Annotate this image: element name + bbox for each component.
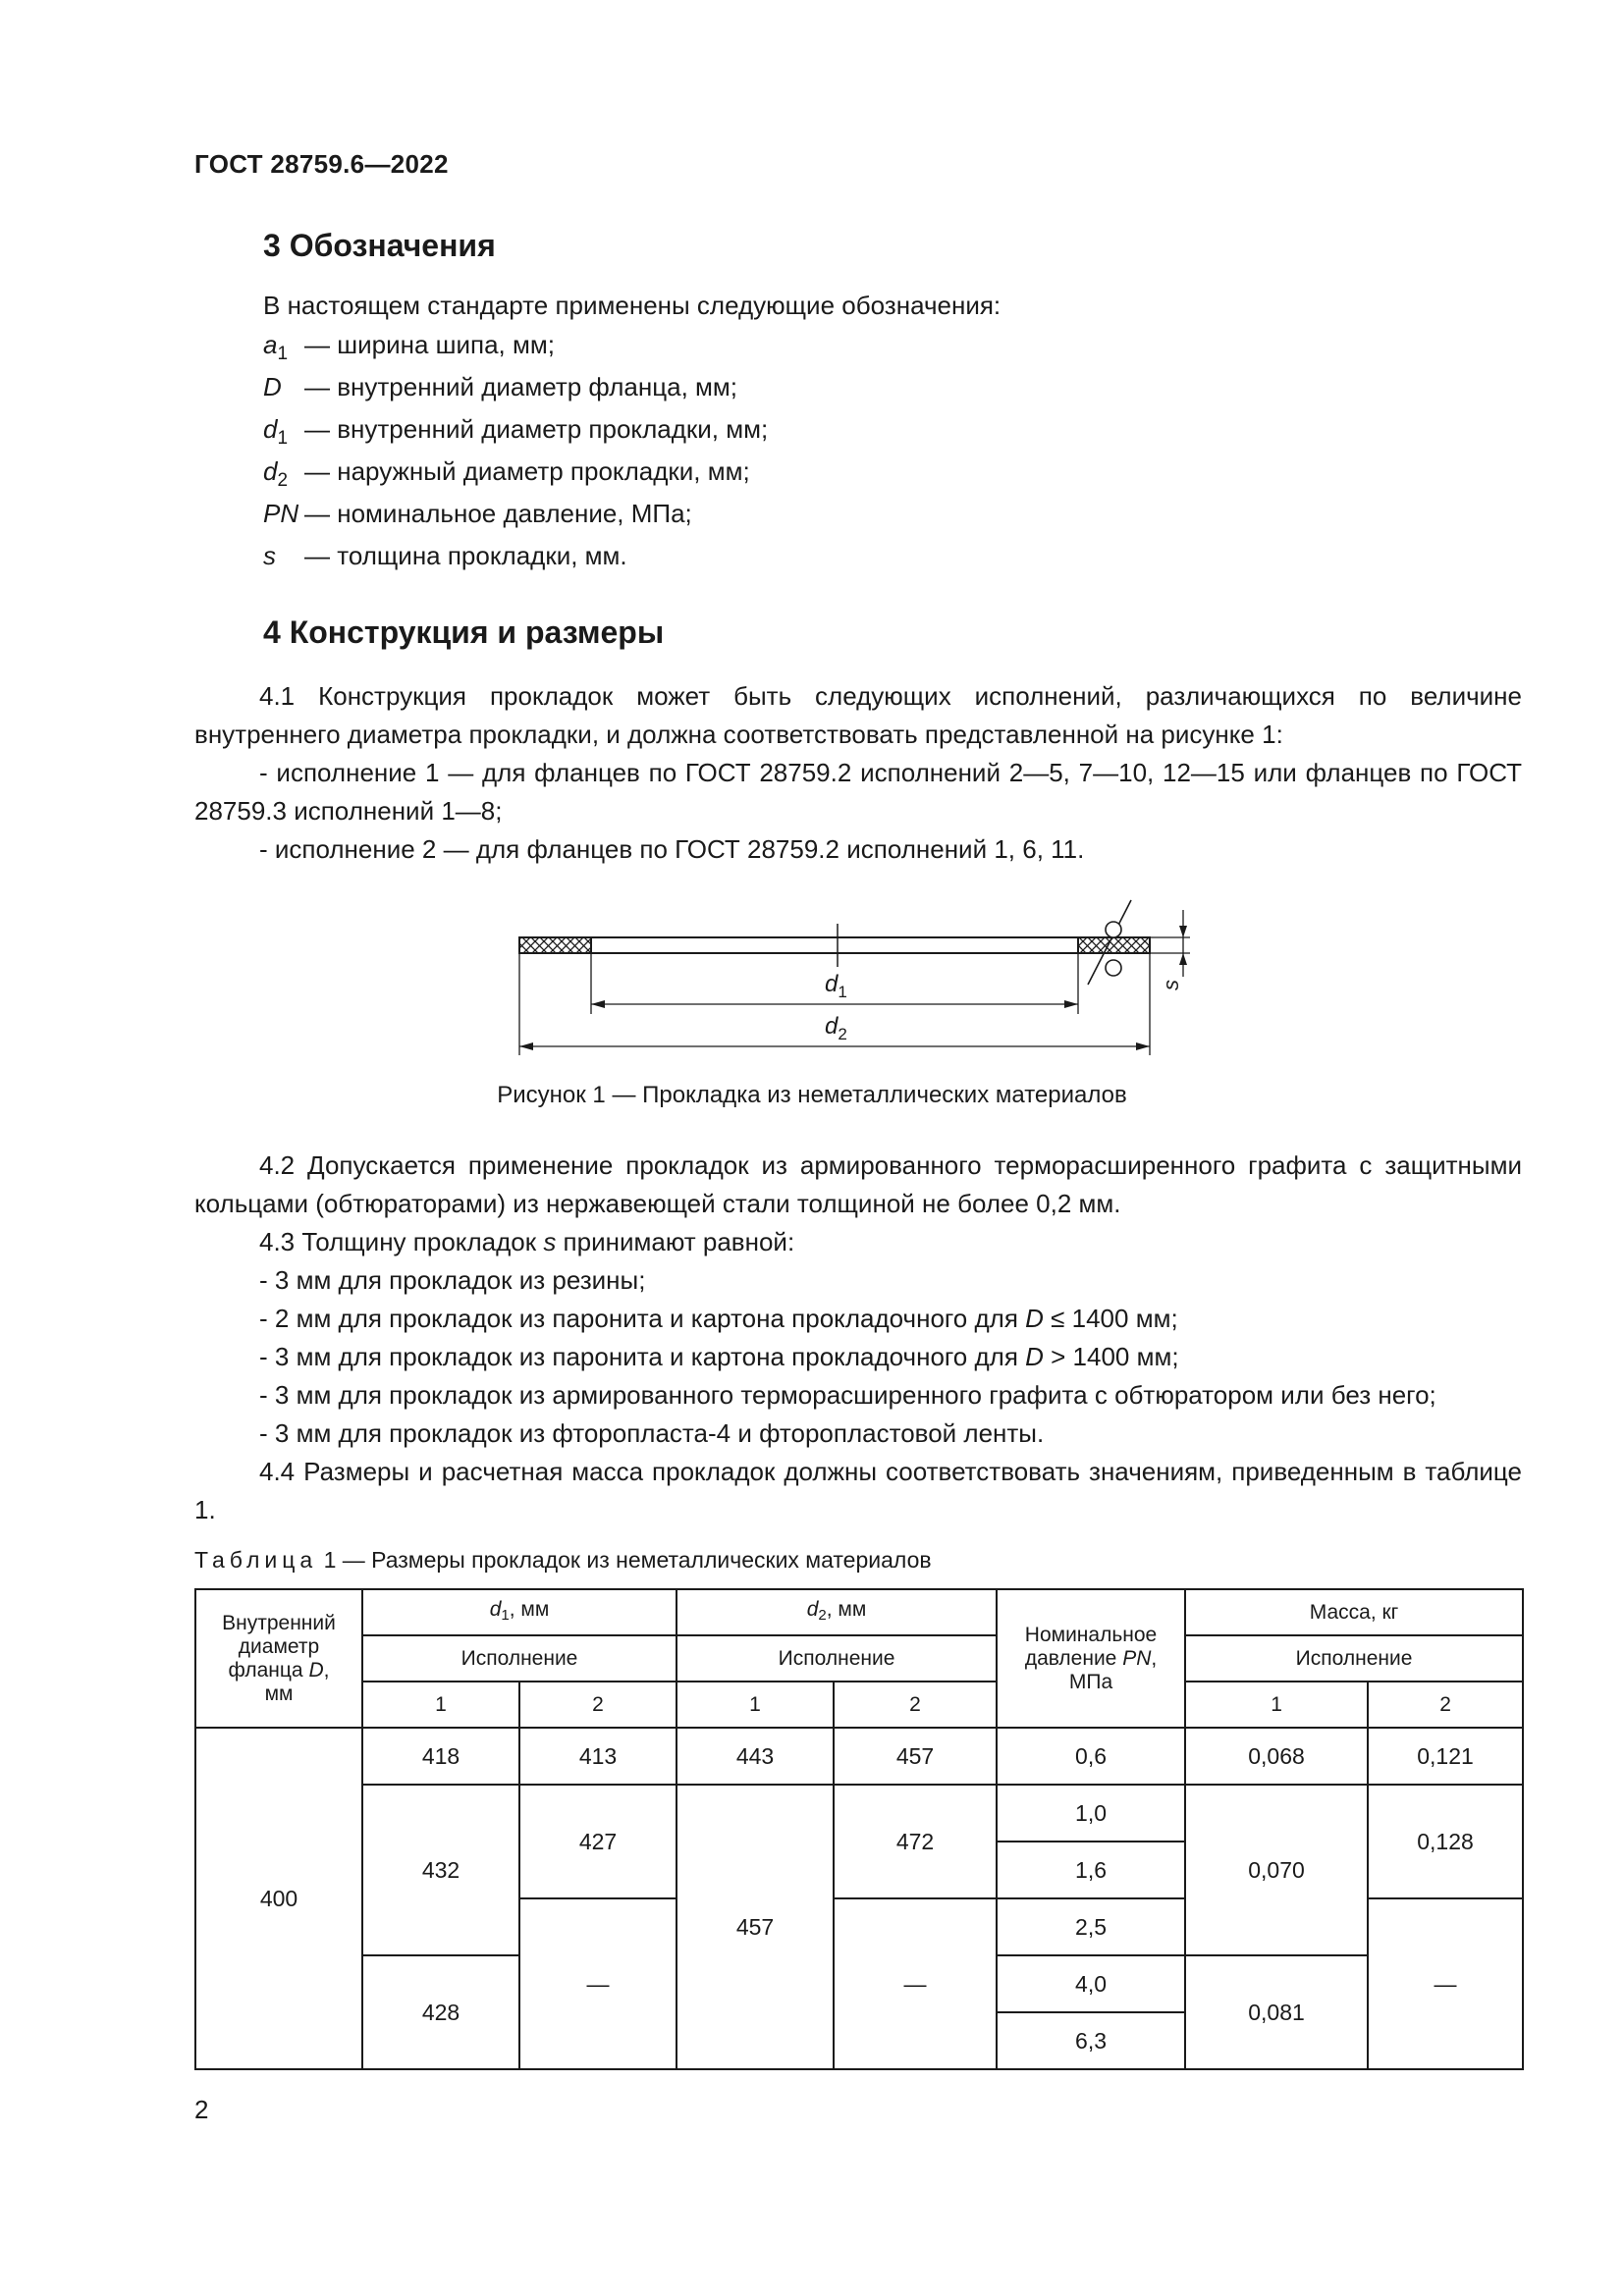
cell-mass-exec1: 0,081 <box>1185 1955 1368 2069</box>
cell-mass-exec1: 0,070 <box>1185 1785 1368 1955</box>
cell-d2-exec1: 457 <box>677 1785 834 2069</box>
paragraph-4-4: 4.4 Размеры и расчетная масса прокладок должны соответствовать значениям, приведенным в таблице 1. <box>194 1457 1522 1524</box>
definition-a1 <box>263 330 555 369</box>
thickness-dimension <box>1151 910 1190 977</box>
cell-mass-exec2: 0,128 <box>1368 1785 1523 1898</box>
header-d2-exec-1: 1 <box>677 1682 834 1728</box>
cell-d2-exec2: 472 <box>834 1785 997 1898</box>
definition-symbol: D <box>263 372 282 401</box>
section-3-title: 3 Обозначения <box>263 228 496 263</box>
gasket-body-outline <box>519 937 1150 953</box>
gasket-dimensions-table <box>194 1588 1524 2070</box>
paragraph-4-3-item-5: - 3 мм для прокладок из фторопласта-4 и фторопластовой ленты. <box>259 1418 1045 1448</box>
cell-d1-exec2: — <box>519 1898 677 2069</box>
cell-pressure: 2,5 <box>997 1898 1185 1955</box>
document-code: ГОСТ 28759.6—2022 <box>194 149 449 179</box>
cell-d2-exec2: 457 <box>834 1728 997 1785</box>
gasket-section-right <box>1078 937 1150 953</box>
gasket-section-left <box>519 937 591 953</box>
header-d2-exec-2: 2 <box>834 1682 997 1728</box>
definition-symbol: $d_2$ <box>263 456 289 491</box>
header-d1-exec-2: 2 <box>519 1682 677 1728</box>
paragraph-4-1: 4.1 Конструкция прокладок может быть следующих исполнений, различающихся по величине внутреннего диаметра прокладки, и должна соответствовать представленной на рисунке 1: <box>194 681 1522 749</box>
definition-symbol: PN <box>263 499 299 528</box>
section-4-title: 4 Конструкция и размеры <box>263 614 665 650</box>
table-caption: Таблица 1 — Размеры прокладок из неметаллических материалов <box>194 1547 932 1573</box>
definition-symbol: $a_1$ <box>263 330 289 364</box>
header-nominal-pressure: Номинальное давление PN, МПа <box>997 1589 1185 1728</box>
definition-d1 <box>263 414 768 454</box>
header-mass: Масса, кг <box>1185 1589 1523 1635</box>
cell-pressure: 1,6 <box>997 1842 1185 1898</box>
paragraph-4-3-item-2: - 2 мм для прокладок из паронита и картона прокладочного для D ≤ 1400 мм; <box>259 1304 1178 1333</box>
cell-d1-exec2: 427 <box>519 1785 677 1898</box>
header-mass-exec-2: 2 <box>1368 1682 1523 1728</box>
paragraph-4-3-item-1: - 3 мм для прокладок из резины; <box>259 1265 646 1295</box>
header-d2: $d_2$, мм <box>677 1589 997 1635</box>
definition-description: — внутренний диаметр фланца, мм; <box>304 372 738 401</box>
label-s: s <box>1159 980 1183 990</box>
definition-description: — внутренний диаметр прокладки, мм; <box>304 414 769 444</box>
cell-pressure: 1,0 <box>997 1785 1185 1842</box>
cell-pressure: 6,3 <box>997 2012 1185 2069</box>
cell-pressure: 4,0 <box>997 1955 1185 2012</box>
page-number: 2 <box>194 2095 209 2124</box>
paragraph-4-3-item-3: - 3 мм для прокладок из паронита и картона прокладочного для D > 1400 мм; <box>259 1342 1179 1371</box>
header-d2-execution: Исполнение <box>677 1635 997 1682</box>
cell-d1-exec1: 418 <box>362 1728 519 1785</box>
header-mass-exec-1: 1 <box>1185 1682 1368 1728</box>
definition-d2 <box>263 456 750 496</box>
paragraph-4-1-item-1: - исполнение 1 — для фланцев по ГОСТ 28759.2 исполнений 2—5, 7—10, 12—15 или фланцев по ГОСТ 28759.3 исполнений 1—8; <box>194 758 1522 826</box>
header-flange-diameter: Внутренний диаметр фланца D, мм <box>195 1589 362 1728</box>
cell-d2-exec1: 443 <box>677 1728 834 1785</box>
label-d1: $d_1$ <box>825 971 847 1001</box>
cell-d2-exec2: — <box>834 1898 997 2069</box>
header-mass-execution: Исполнение <box>1185 1635 1523 1682</box>
cell-pressure: 0,6 <box>997 1728 1185 1785</box>
definition-symbol: $d_1$ <box>263 414 289 449</box>
definition-description: — наружный диаметр прокладки, мм; <box>304 456 750 486</box>
header-d1-execution: Исполнение <box>362 1635 677 1682</box>
paragraph-4-3-item-4: - 3 мм для прокладок из армированного терморасширенного графита с обтюратором или без него; <box>259 1380 1436 1410</box>
header-d1: $d_1$, мм <box>362 1589 677 1635</box>
definition-symbol: s <box>263 541 276 570</box>
cell-d1-exec1: 432 <box>362 1785 519 1955</box>
definition-PN <box>263 499 692 538</box>
definition-description: — номинальное давление, МПа; <box>304 499 692 528</box>
cell-d1-exec1: 428 <box>362 1955 519 2069</box>
definition-description: — ширина шипа, мм; <box>304 330 555 359</box>
section-3-intro: В настоящем стандарте применены следующие обозначения: <box>263 291 1001 320</box>
figure-caption: Рисунок 1 — Прокладка из неметаллических материалов <box>497 1082 1127 1108</box>
cell-mass-exec2: — <box>1368 1898 1523 2069</box>
cell-mass-exec2: 0,121 <box>1368 1728 1523 1785</box>
cell-d1-exec2: 413 <box>519 1728 677 1785</box>
label-d2: $d_2$ <box>825 1013 847 1043</box>
cell-mass-exec1: 0,068 <box>1185 1728 1368 1785</box>
definition-s <box>263 541 627 580</box>
gasket-figure <box>491 888 1218 1065</box>
paragraph-4-1-item-2: - исполнение 2 — для фланцев по ГОСТ 28759.2 исполнений 1, 6, 11. <box>259 834 1085 864</box>
definition-D <box>263 372 737 411</box>
paragraph-4-2: 4.2 Допускается применение прокладок из армированного терморасширенного графита с защитными кольцами (обтюраторами) из нержавеющей стали толщиной не более 0,2 мм. <box>194 1150 1522 1218</box>
paragraph-4-3: 4.3 Толщину прокладок s принимают равной: <box>259 1227 795 1256</box>
definition-description: — толщина прокладки, мм. <box>304 541 627 570</box>
cell-flange-diameter: 400 <box>195 1728 362 2069</box>
header-d1-exec-1: 1 <box>362 1682 519 1728</box>
